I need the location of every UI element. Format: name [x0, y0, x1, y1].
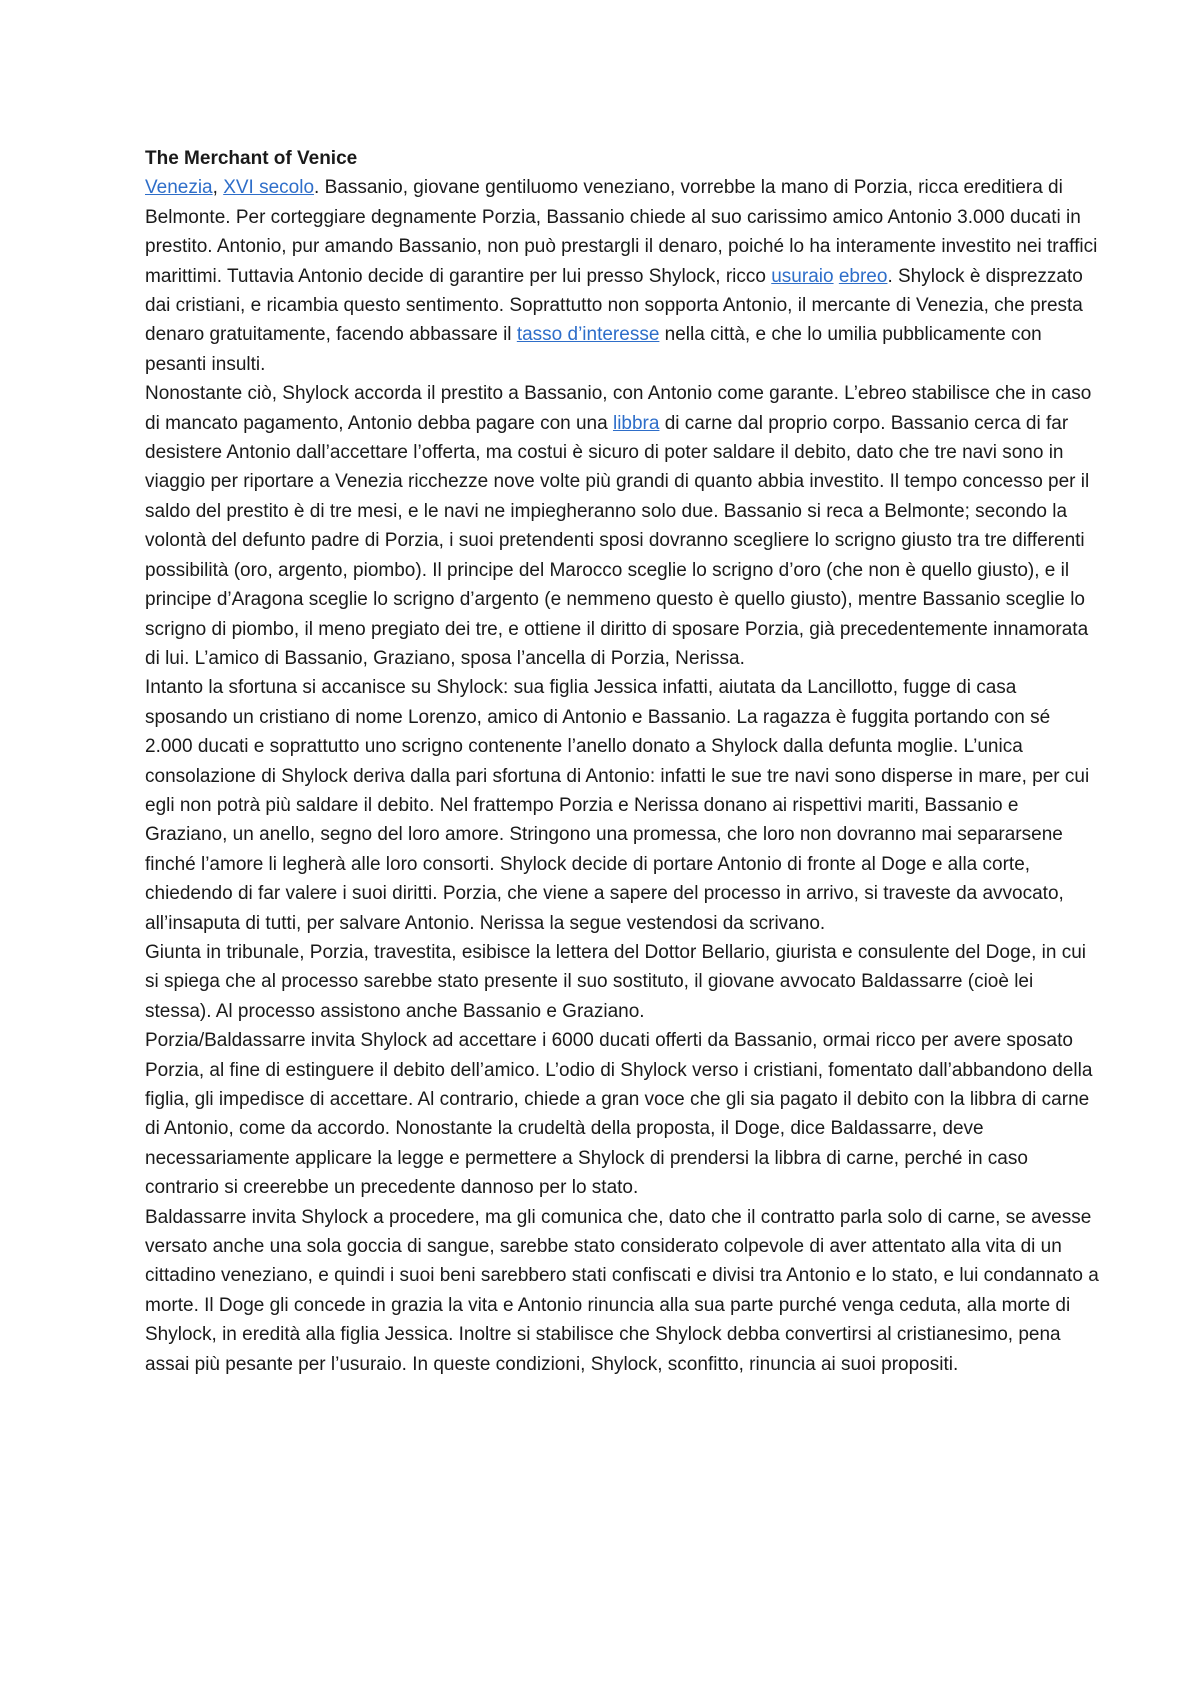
- paragraph-1: [145, 173, 1100, 379]
- paragraph-1-text-c: nella città, e che lo umilia pubblicamente con pesanti insulti.: [145, 324, 1042, 375]
- paragraph-2-text-b: di carne dal proprio corpo. Bassanio cerca di far desistere Antonio dall’accettare l’offerta, ma costui è sicuro di poter saldare il debito, dato che tre navi sono in viaggio per riportare a Venezia ricchezze nove volte più grandi di quanto abbia investito. Il tempo concesso per il saldo del prestito è di tre mesi, e le navi ne impiegheranno solo due. Bassanio si reca a Belmonte; secondo la volontà del defunto padre di Porzia, i suoi pretendenti sposi dovranno scegliere lo scrigno giusto tra tre differenti possibilità (oro, argento, piombo). Il principe del Marocco sceglie lo scrigno d’oro (che non è quello giusto), e il principe d’Aragona sceglie lo scrigno d’argento (e nemmeno questo è quello giusto), mentre Bassanio sceglie lo scrigno di piombo, il meno pregiato dei tre, e ottiene il diritto di sposare Porzia, già precedentemente innamorata di lui. L’amico di Bassanio, Graziano, sposa l’ancella di Porzia, Nerissa.: [145, 412, 1090, 669]
- link-tasso-interesse[interactable]: tasso d’interesse: [516, 324, 660, 346]
- link-xvi-secolo[interactable]: XVI secolo: [223, 177, 315, 199]
- paragraph-5: Porzia/Baldassarre invita Shylock ad accettare i 6000 ducati offerti da Bassanio, ormai ricco per avere sposato Porzia, al fine di estinguere il debito dell’amico. L’odio di Shylock verso i cristiani, fomentato dall’abbandono della figlia, gli impedisce di accettare. Al contrario, chiede a gran voce che gli sia pagato il debito con la libbra di carne di Antonio, come da accordo. Nonostante la crudeltà della proposta, il Doge, dice Baldassarre, deve necessariamente applicare la legge e permettere a Shylock di prendersi la libbra di carne, perché in caso contrario si creerebbe un precedente dannoso per lo stato.: [145, 1030, 1093, 1199]
- paragraph-4: Giunta in tribunale, Porzia, travestita, esibisce la lettera del Dottor Bellario, giurista e consulente del Doge, in cui si spiega che al processo sarebbe stato presente il suo sostituto, il giovane avvocato Baldassarre (cioè lei stessa). Al processo assistono anche Bassanio e Graziano.: [145, 941, 1086, 1022]
- paragraph-1-text-a: . Bassanio, giovane gentiluomo veneziano, vorrebbe la mano di Porzia, ricca ereditiera di Belmonte. Per corteggiare degnamente Porzia, Bassanio chiede al suo carissimo amico Antonio 3.000 ducati in prestito. Antonio, pur amando Bassanio, non può prestargli il denaro, poiché lo ha interamente investito nei traffici marittimi. Tuttavia Antonio decide di garantire per lui presso Shylock, ricco: [145, 177, 1098, 287]
- paragraph-3: Intanto la sfortuna si accanisce su Shylock: sua figlia Jessica infatti, aiutata da Lancillotto, fugge di casa sposando un cristiano di nome Lorenzo, amico di Antonio e Bassanio. La ragazza è fuggita portando con sé 2.000 ducati e soprattutto uno scrigno contenente l’anello donato a Shylock dalla defunta moglie. L’unica consolazione di Shylock deriva dalla pari sfortuna di Antonio: infatti le sue tre navi sono disperse in mare, per cui egli non potrà più saldare il debito. Nel frattempo Porzia e Nerissa donano ai rispettivi mariti, Bassanio e Graziano, un anello, segno del loro amore. Stringono una promessa, che loro non dovranno mai separarsene finché l’amore li legherà alle loro consorti. Shylock decide di portare Antonio di fronte al Doge e alla corte, chiedendo di far valere i suoi diritti. Porzia, che viene a sapere del processo in arrivo, si traveste da avvocato, all’insaputa di tutti, per salvare Antonio. Nerissa la segue vestendosi da scrivano.: [145, 677, 1090, 934]
- paragraph-2-text-a: Nonostante ciò, Shylock accorda il prestito a Bassanio, con Antonio come garante. L’ebreo stabilisce che in caso di mancato pagamento, Antonio debba pagare con una: [145, 383, 1092, 434]
- separator-text: ,: [212, 177, 224, 199]
- document-page: [145, 144, 1100, 1379]
- link-usuraio[interactable]: usuraio: [771, 265, 834, 287]
- paragraph-2: [145, 379, 1100, 673]
- paragraph-1-text-b: . Shylock è disprezzato dai cristiani, e ricambia questo sentimento. Soprattutto non sopporta Antonio, il mercante di Venezia, che presta denaro gratuitamente, facendo abbassare il: [145, 265, 1083, 346]
- link-ebreo[interactable]: ebreo: [838, 265, 888, 287]
- paragraph-6: Baldassarre invita Shylock a procedere, ma gli comunica che, dato che il contratto parla solo di carne, se avesse versato anche una sola goccia di sangue, sarebbe stato considerato colpevole di aver attentato alla vita di un cittadino veneziano, e quindi i suoi beni sarebbero stati confiscati e divisi tra Antonio e lo stato, e lui condannato a morte. Il Doge gli concede in grazia la vita e Antonio rinuncia alla sua parte purché venga ceduta, alla morte di Shylock, in eredità alla figlia Jessica. Inoltre si stabilisce che Shylock debba convertirsi al cristianesimo, pena assai più pesante per l’usuraio. In queste condizioni, Shylock, sconfitto, rinuncia ai suoi propositi.: [145, 1206, 1099, 1375]
- link-venezia[interactable]: Venezia: [145, 177, 213, 199]
- document-title: The Merchant of Venice: [145, 148, 358, 169]
- link-libbra[interactable]: libbra: [612, 412, 660, 434]
